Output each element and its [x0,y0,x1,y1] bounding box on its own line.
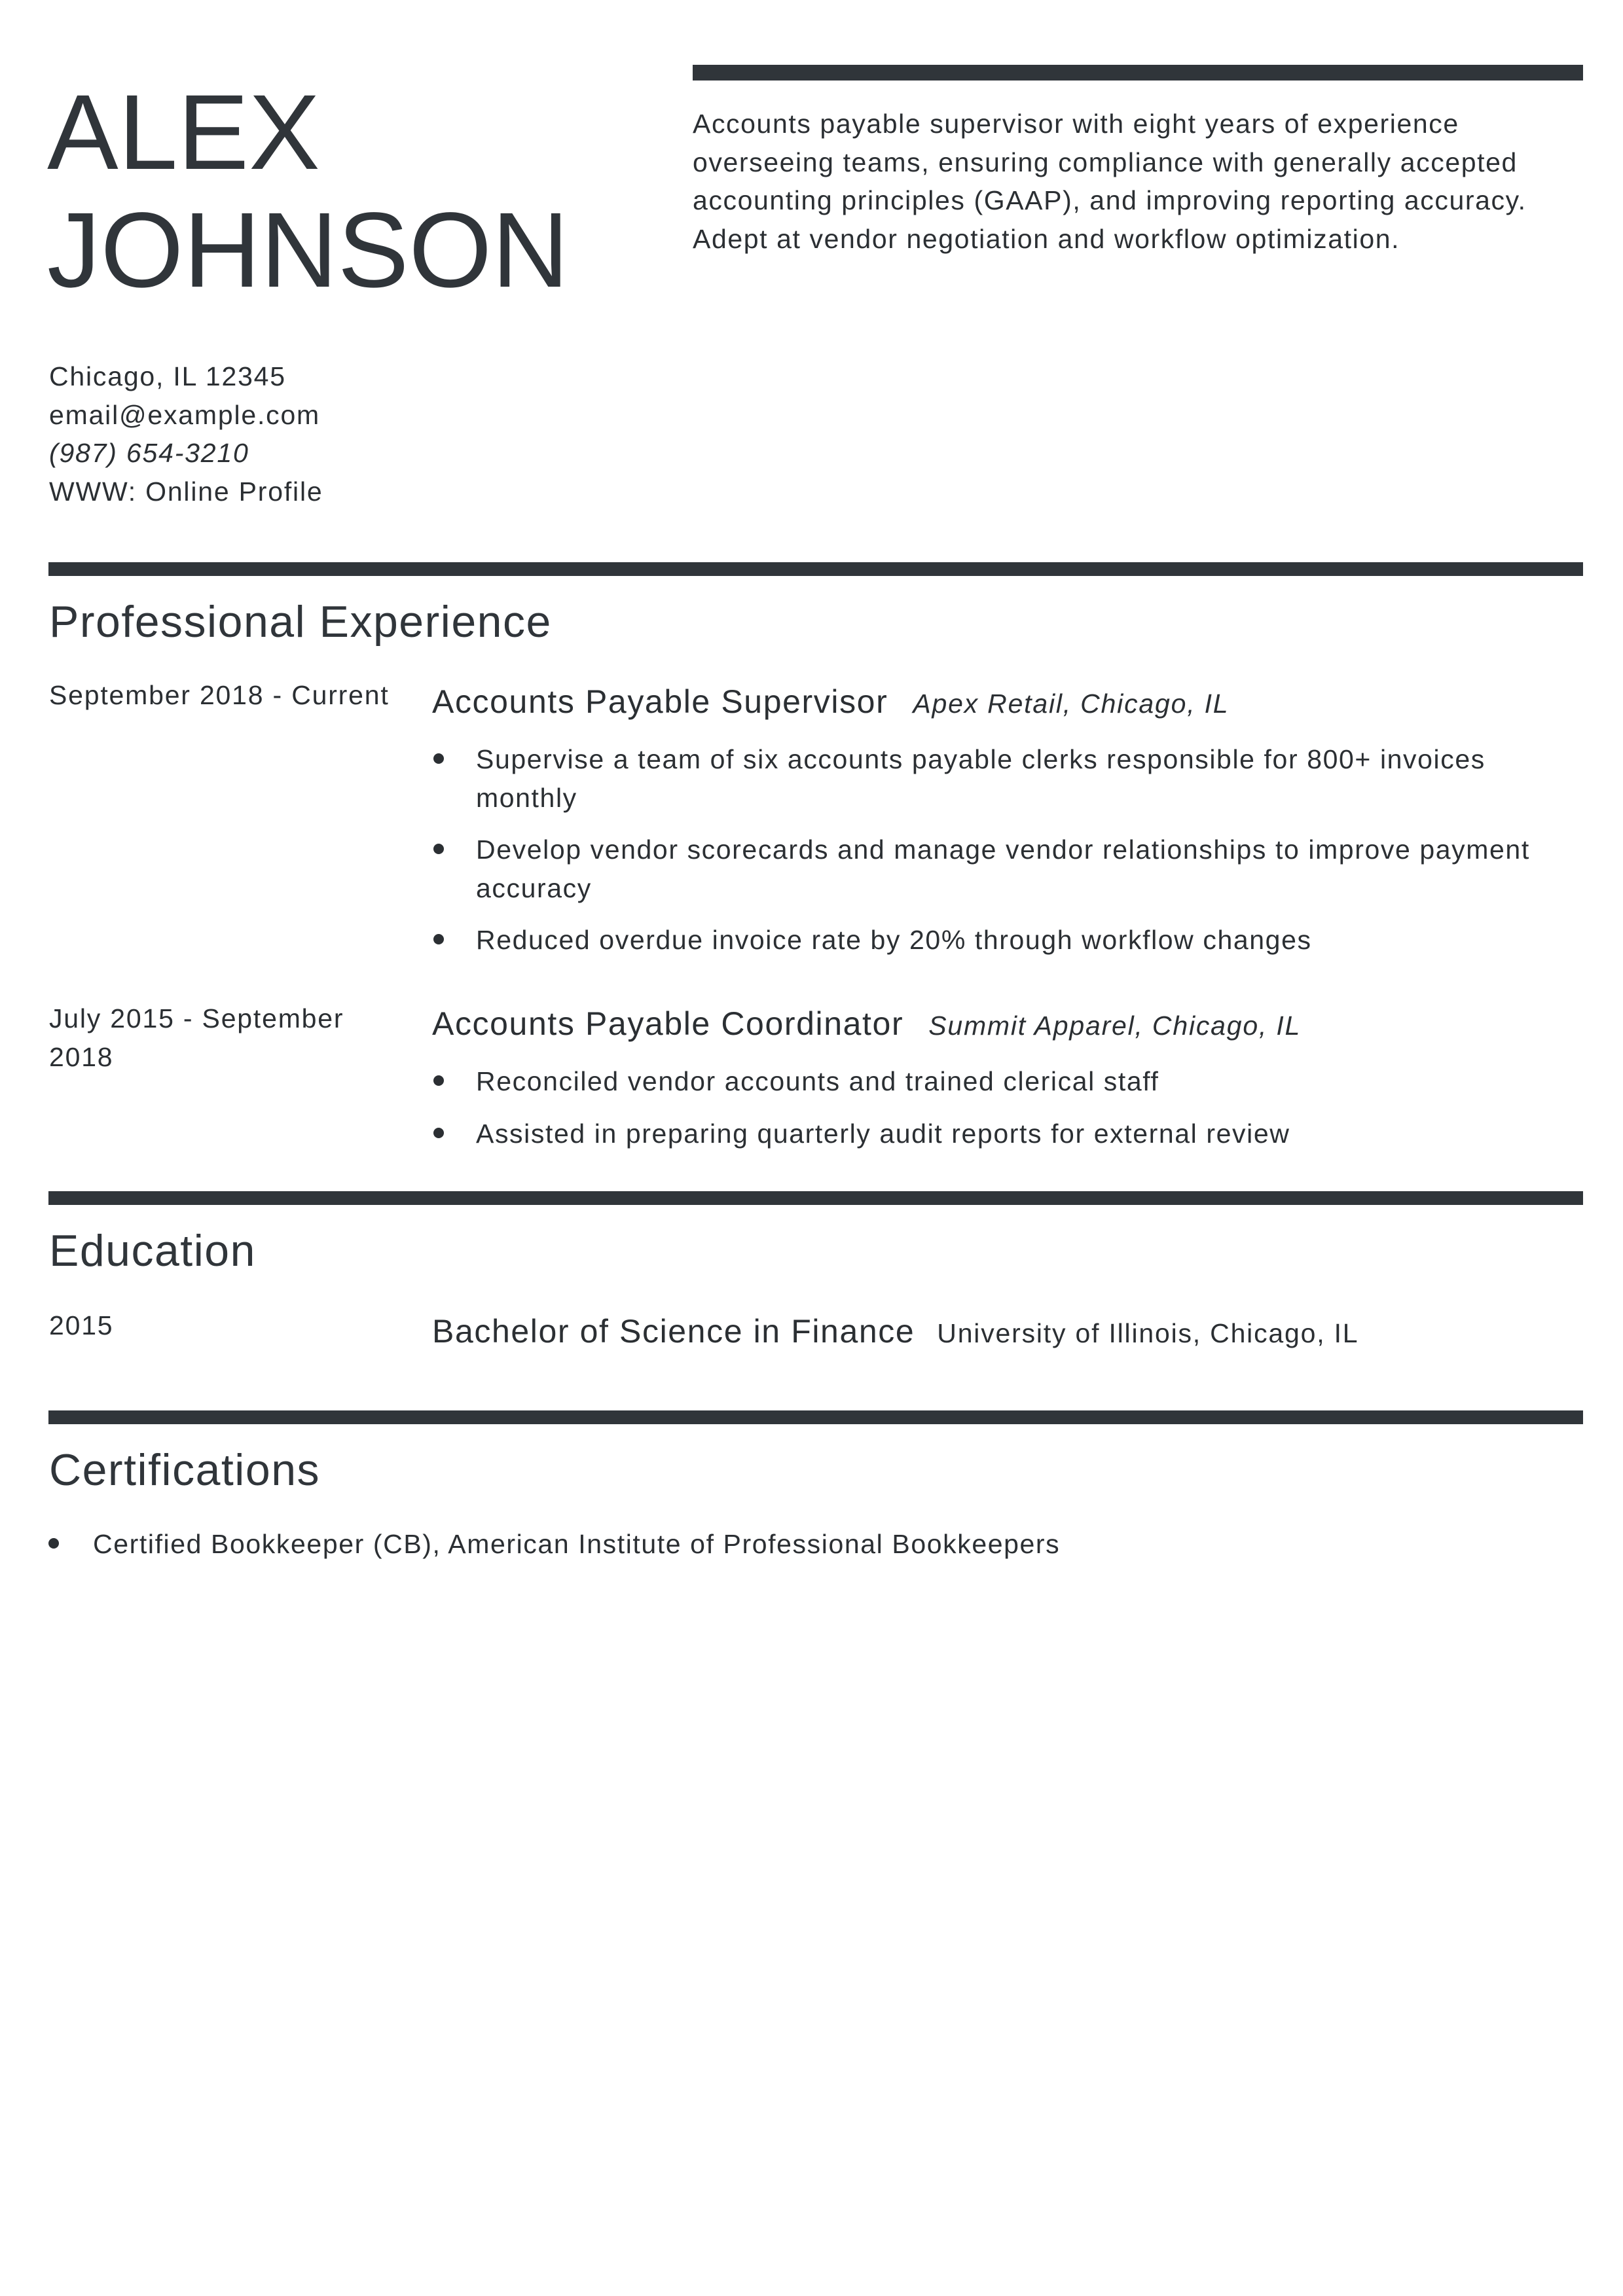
certifications-list [47,1525,1579,1564]
education-year: 2015 [49,1310,114,1340]
summary-top-rule [693,65,1583,81]
job-2-bullet-2: Assisted in preparing quarterly audit reports for external review [476,1118,1290,1149]
job-2-role: Accounts Payable Coordinator [432,1005,904,1042]
job-2-dates: July 2015 - September 2018 [49,1003,344,1072]
list-item [432,921,1584,960]
job-2-bullet-list [432,1062,1584,1166]
experience-section-title: Professional Experience [49,597,552,647]
list-item [432,831,1584,907]
certifications-section-title: Certifications [49,1445,321,1495]
job-2-bullet-1: Reconciled vendor accounts and trained clerical staff [476,1066,1159,1096]
experience-divider [48,562,1583,576]
education-divider [48,1191,1583,1205]
job-2-employer: Summit Apparel, Chicago, IL [928,1011,1302,1041]
list-item [432,1062,1584,1101]
list-item [47,1525,1579,1564]
job-2-heading [432,1003,1301,1047]
bullet-dot-icon [433,1075,444,1086]
certifications-divider [48,1410,1583,1424]
list-item [432,1115,1584,1153]
bullet-dot-icon [433,1128,444,1138]
bullet-dot-icon [433,844,444,854]
professional-summary: Accounts payable supervisor with eight years of experience overseeing teams, ensuring compliance with generally accepted accounting principles (GAAP), and improving reporting accuracy. Adept at vendor negotiation and workflow optimization. [693,109,1527,254]
job-1-employer: Apex Retail, Chicago, IL [913,689,1230,719]
bullet-dot-icon [48,1538,59,1549]
contact-email: email@example.com [49,399,321,430]
education-section-title: Education [49,1226,256,1276]
bullet-dot-icon [433,934,444,944]
job-1-dates: September 2018 - Current [49,680,390,710]
job-1-bullet-1: Supervise a team of six accounts payable clerks responsible for 800+ invoices monthly [476,744,1486,813]
education-school: University of Illinois, Chicago, IL [937,1318,1359,1348]
education-heading [432,1310,1359,1354]
candidate-name [47,73,636,309]
first-name: ALEX [47,72,320,192]
list-item [432,740,1584,817]
contact-location: Chicago, IL 12345 [49,361,286,391]
contact-info [49,357,323,511]
contact-phone: (987) 654-3210 [49,438,249,468]
job-1-bullet-3: Reduced overdue invoice rate by 20% through workflow changes [476,925,1312,955]
job-1-role: Accounts Payable Supervisor [432,683,888,720]
job-1-bullet-2: Develop vendor scorecards and manage vendor relationships to improve payment accuracy [476,834,1530,903]
certification-1: Certified Bookkeeper (CB), American Institute of Professional Bookkeepers [93,1529,1061,1559]
bullet-dot-icon [433,753,444,764]
job-1-bullet-list [432,740,1584,973]
contact-website: WWW: Online Profile [49,476,323,507]
education-degree: Bachelor of Science in Finance [432,1313,915,1350]
job-1-heading [432,681,1229,725]
last-name: JOHNSON [47,190,569,310]
